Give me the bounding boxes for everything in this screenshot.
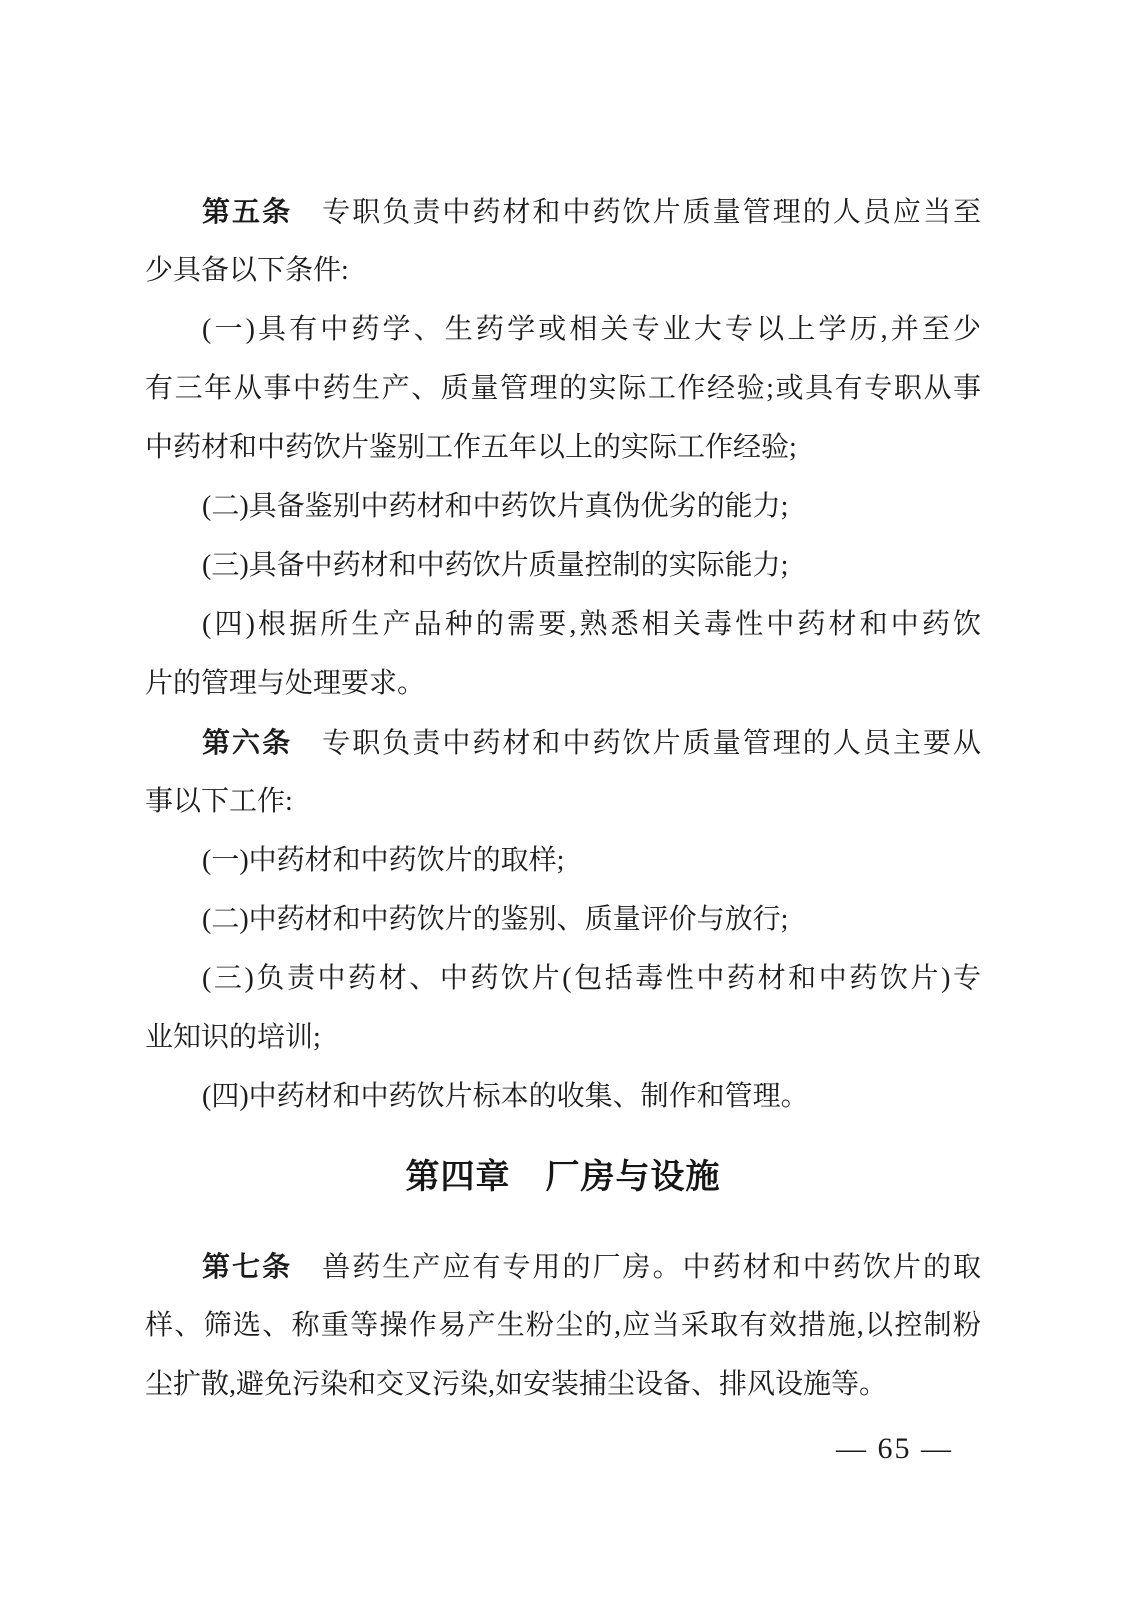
- paragraph: [145, 1067, 981, 1126]
- paragraph: [145, 477, 981, 536]
- text-line: [145, 1237, 981, 1296]
- paragraph: [145, 182, 981, 300]
- article-number: 第七条: [202, 1251, 293, 1282]
- text-line: [145, 1355, 981, 1414]
- text-segment: 专职负责中药材和中药饮片质量管理的人员主要从: [292, 728, 981, 759]
- text-line: [145, 831, 981, 890]
- text-line: [145, 418, 981, 477]
- text-line: [145, 241, 981, 300]
- text-segment: 中药材和中药饮片鉴别工作五年以上的实际工作经验;: [145, 432, 797, 463]
- text-segment: (三)具备中药材和中药饮片质量控制的实际能力;: [202, 550, 789, 581]
- text-segment: 事以下工作:: [145, 786, 293, 817]
- page-number: — 65 —: [836, 1432, 953, 1465]
- text-line: [145, 182, 981, 241]
- text-line: [145, 713, 981, 772]
- text-line: [145, 1008, 981, 1067]
- text-segment: (三)负责中药材、中药饮片(包括毒性中药材和中药饮片)专: [202, 963, 981, 994]
- text-line: [145, 477, 981, 536]
- paragraph: [145, 890, 981, 949]
- paragraph: [145, 536, 981, 595]
- document-body: [145, 182, 981, 1414]
- text-segment: 尘扩散,避免污染和交叉污染,如安装捕尘设备、排风设施等。: [145, 1369, 888, 1400]
- paragraph: [145, 300, 981, 477]
- text-segment: (四)根据所生产品种的需要,熟悉相关毒性中药材和中药饮: [202, 609, 981, 640]
- text-segment: 少具备以下条件:: [145, 255, 349, 286]
- paragraph: [145, 831, 981, 890]
- text-line: [145, 300, 981, 359]
- text-line: [145, 949, 981, 1008]
- text-segment: (一)中药材和中药饮片的取样;: [202, 845, 565, 876]
- paragraph: [145, 1237, 981, 1414]
- text-line: [145, 359, 981, 418]
- chapter-heading: 第四章 厂房与设施: [405, 1158, 721, 1196]
- text-line: [145, 1067, 981, 1126]
- text-segment: 样、筛选、称重等操作易产生粉尘的,应当采取有效措施,以控制粉: [145, 1310, 981, 1341]
- article-number: 第五条: [202, 196, 293, 227]
- text-line: [145, 595, 981, 654]
- text-segment: (四)中药材和中药饮片标本的收集、制作和管理。: [202, 1081, 809, 1112]
- paragraph: [145, 949, 981, 1067]
- text-segment: 片的管理与处理要求。: [145, 668, 426, 699]
- text-line: [145, 1296, 981, 1355]
- paragraph: [145, 595, 981, 713]
- text-segment: 有三年从事中药生产、质量管理的实际工作经验;或具有专职从事: [145, 373, 981, 404]
- text-segment: (二)中药材和中药饮片的鉴别、质量评价与放行;: [202, 904, 789, 935]
- text-segment: (一)具有中药学、生药学或相关专业大专以上学历,并至少: [202, 314, 981, 345]
- text-line: [145, 654, 981, 713]
- text-line: [145, 536, 981, 595]
- text-segment: (二)具备鉴别中药材和中药饮片真伪优劣的能力;: [202, 491, 789, 522]
- text-segment: 业知识的培训;: [145, 1022, 321, 1053]
- text-segment: 专职负责中药材和中药饮片质量管理的人员应当至: [292, 197, 981, 228]
- text-line: [145, 772, 981, 831]
- text-line: [145, 890, 981, 949]
- article-number: 第六条: [202, 727, 293, 758]
- paragraph: [145, 713, 981, 831]
- text-segment: 兽药生产应有专用的厂房。中药材和中药饮片的取: [292, 1252, 981, 1283]
